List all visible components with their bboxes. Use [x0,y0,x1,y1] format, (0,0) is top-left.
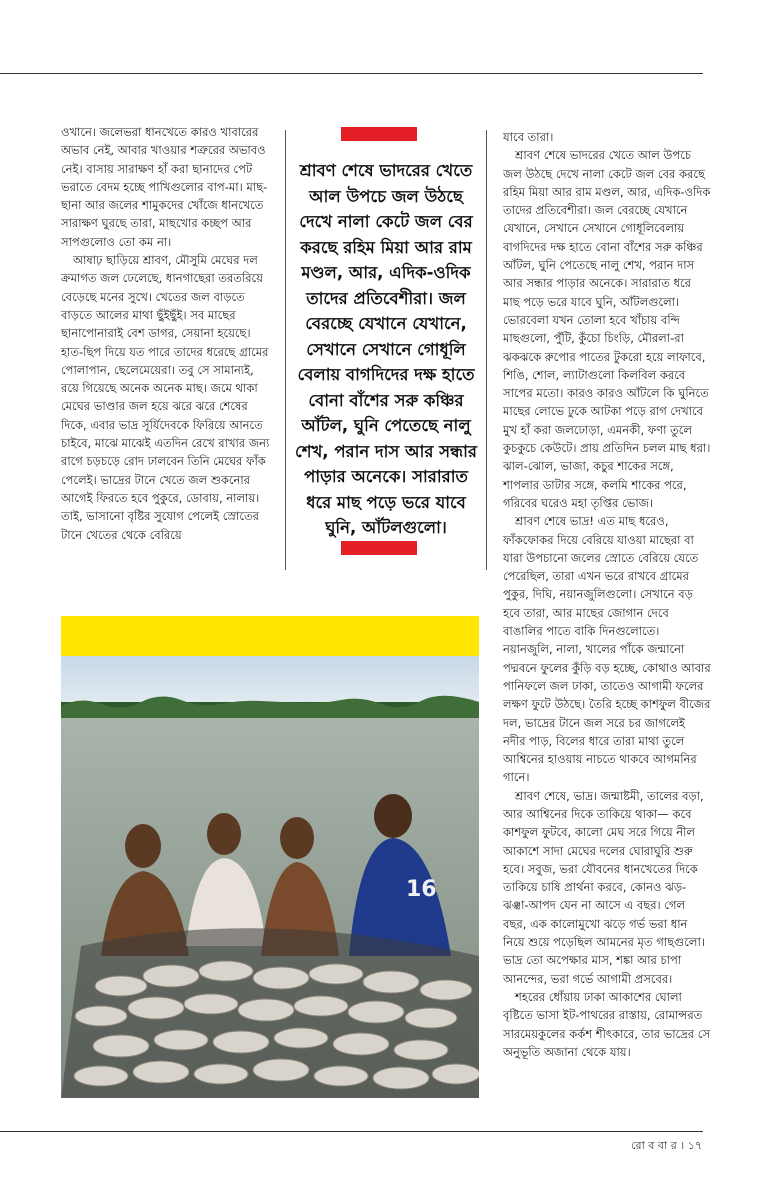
pull-quote-top-bar [341,127,417,141]
paragraph: শ্রাবণ শেষে, ভাদ্র। জন্মাষ্টমী, তালের বড়া, আর আশ্বিনের দিকে তাকিয়ে থাকা— কবে কাশফুল ফুটবে, কালো মেঘ সরে গিয়ে নীল আকাশে সাদা মেঘের দলের ঘোরাঘুরি শুরু হবে। সবুজ, ভরা যৌবনের ধানখেতের দিকে তাকিয়ে চাষি প্রার্থনা করবে, কোনও ঝড়-ঝঞ্ঝা-আপদ যেন না আসে এ বছর। গেল বছর, এক কালোমুখো ঝড়ে গর্ভ ভরা ধান নিয়ে শুয়ে পড়েছিল আমনের মৃত গাছগুলো। ভাদ্র তো অপেক্ষার মাস, শঙ্কা আর চাপা আনন্দের, ভরা গর্ভে আগামী প্রসবের। [503,788,705,986]
fishermen-photo [61,656,479,1098]
pull-quote-left-divider [285,130,286,570]
pull-quote: শ্রাবণ শেষে ভাদরের খেতে আল উপচে জল উঠছে দেখে নালা কেটে জল বের করছে রহিম মিয়া আর রাম মণ্ডল, আর, এদিক-ওদিক তাদের প্রতিবেশীরা। জল বেরচ্ছে যেখানে যেখানে, সেখানে সেখানে গোধূলি বেলায় বাগদিদের দক্ষ হাতে বোনা বাঁশের সরু কঞ্চির আঁটল, ঘুনি পেতেছে নালু শেখ, পরান দাস আর সন্ধার পাড়ার অনেকে। সারারাত ধরে মাছ পড়ে ভরে যাবে ঘুনি, আঁটলগুলো। [295,161,477,537]
pull-quote-right-divider [486,130,487,570]
paragraph: শ্রাবণ শেষে ভাদ্র! এত মাছ ধরেও, ফাঁকফোকর দিয়ে বেরিয়ে যাওয়া মাছেরা বা যারা উপচানো জলের স্রোতে বেরিয়ে যেতে পেরেছিল, তারা এখন ভরে রাখবে গ্রামের পুকুর, দিঘি, নয়ানজুলিগুলো। সেখানে বড় হবে তারা, আর মাছের জোগান দেবে বাঙালির পাতে বাকি দিনগুলোতে। নয়ানজুলি, নালা, খালের পাঁকে জন্মানো পদ্মবনে ফুলের কুঁড়ি বড় হচ্ছে, কোথাও আবার পানিফলে জল ঢাকা, তাতেও আগামী ফলের লক্ষণ ফুটে উঠছে। তৈরি হচ্ছে কাশফুল বীজের দল, ভাদ্রের টানে জল সরে চর জাগলেই নদীর পাড়, বিলের ধারে তারা মাথা তুলে আশ্বিনের হাওয়ায় নাচতে থাকবে আগমনির গানে। [503,514,711,785]
paragraph: শ্রাবণ শেষে ভাদরের খেতে আল উপচে জল উঠছে দেখে নালা কেটে জল বের করছে রহিম মিয়া আর রাম মণ্ডল, আর, এদিক-ওদিক তাদের প্রতিবেশীরা। জল বেরচ্ছে যেখানে যেখানে, সেখানে সেখানে গোধূলিবেলায় বাগদিদের দক্ষ হাতে বোনা বাঁশের সরু কঞ্চির আঁটল, ঘুনি পেতেছে নালু শেখ, পরান দাস আর সন্ধার পাড়ার অনেকে। সারারাত ধরে মাছ পড়ে ভরে যাবে ঘুনি, আঁটলগুলো। ভোরবেলা যখন তোলা হবে খাঁচায় বন্দি মাছগুলো, পুঁটি, কুঁচো চিংড়ি, মৌরলা-রা ঝকঝকে রুপোর পাতের টুকরো হয়ে লাফাবে, শিঙি, শোল, ল্যাটাগুলো কিলবিল করবে সাপের মতো। কারও কারও আঁটলে কি ঘুনিতে মাছের লোভে ঢুকে আটকা পড়ে রাগ দেখাবে মুখ হাঁ করা জলঢোড়া, এমনকী, ফণা তুলে কুচকুচে কেউটে। প্রায় প্রতিদিন চলল মাছ ধরা। ঝাল-ঝোল, ভাজা, কচুর শাকের সঙ্গে, শাপলার ডাটার সঙ্গে, কলমি শাকের পরে, গরিবের ঘরেও মহা তৃপ্তির ভোজ। [503,148,711,510]
column-left [61,123,273,544]
jersey-number: 16 [406,877,437,902]
caption-bar [61,616,479,656]
bottom-rule [0,1131,703,1132]
page-footer: রো ব বা র । ১৭ [631,1139,702,1152]
paragraph: যাবে তারা। [503,130,554,144]
top-rule [0,73,703,74]
pull-quote-bottom-bar [341,541,417,555]
paragraph: আষাঢ় ছাড়িয়ে শ্রাবণ, মৌসুমি মেঘের দল ক্রমাগত জল ঢেলেছে, ধানগাছেরা তরতরিয়ে বেড়েছে মনের সুখে। খেতের জল বাড়তে বাড়তে আলের মাথা ছুঁইছুঁই। সব মাছের ছানাপোনারাই বেশ ডাগর, সেয়ানা হয়েছে। হাত-ছিপ দিয়ে যত পারে তাদের ধরেছে গ্রামের পোলাপান, ছেলেমেয়েরা। তবু সে সামান্যই, রয়ে গিয়েছে অনেক অনেক মাছ। জমে থাকা মেঘের ভাণ্ডার জল হয়ে ঝরে ঝরে শেষের দিকে, এবার ভাদ্র সূর্যিদেবকে ফিরিয়ে আনতে চাইবে, মাঝে মাঝেই এতদিন রেখে রাখার জন্য রাগে চড়চড়ে রোদ ঢালবেন তিনি মেঘের ফাঁক পেলেই। ভাদ্রের টানে খেতে জল শুকনোর আগেই ফিরতে হবে পুকুরে, ডোবায়, নালায়। তাই, ভাসানো বৃষ্টির সুযোগ পেলেই স্রোতের টানে খেতের থেকে বেরিয়ে [61,253,270,542]
paragraph: শহরের ধোঁয়ায় ঢাকা আকাশের ঘোলা বৃষ্টিতে ভাসা ইট-পাথরের রাস্তায়, রোমান্সরত সারমেয়কুলের কর্কশ শীৎকারে, তার ভাদ্রের সে অনুভূতি অজানা থেকে যায়। [503,989,711,1059]
paragraph: ওখানে। জলেভরা ধানখেতে কারও খাবারের অভাব নেই, আবার খাওয়ার শত্রুরের অভাবও নেই। বাসায় সারাক্ষণ হাঁ করা ছানাদের পেট ভরাতে বেদম হচ্ছে পাখিগুলোর বাপ-মা। মাছ-ছানা আর জলের শামুকদের খোঁজে ধানখেতে সারাক্ষণ ঘুরছে তারা, মাছখোর কচ্ছপ আর সাপগুলোও তো কম না। [61,125,268,249]
column-right [503,128,711,1061]
